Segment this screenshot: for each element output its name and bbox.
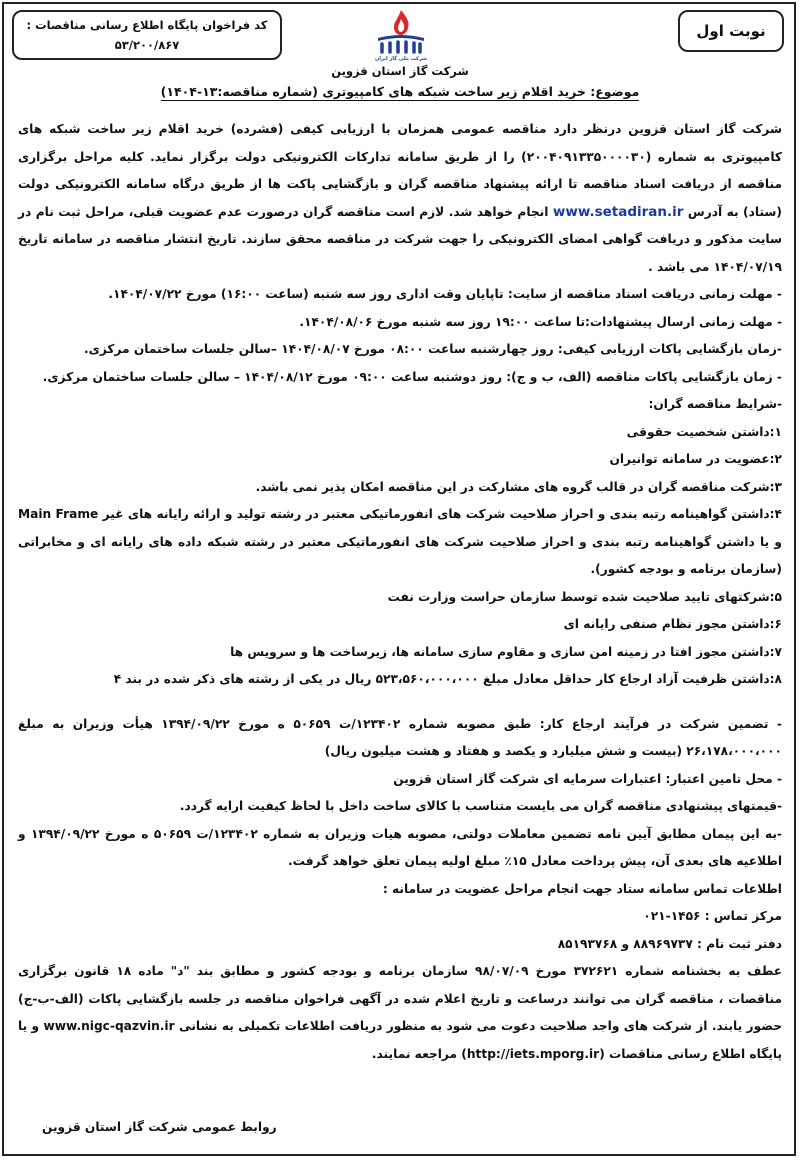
condition-8: ۸:داشتن ظرفیت آزاد ارجاع کار حداقل معادل مبلغ ۵۲۳،۵۶۰،۰۰۰،۰۰۰ ریال در یکی از رشته های ذکر شده در بند ۴ — [113, 672, 782, 686]
condition-6: ۶:داشتن مجوز نظام صنفی رایانه ای — [563, 617, 782, 631]
condition-4-part-b: و یا داشتن گواهینامه — [654, 534, 782, 549]
signature: روابط عمومی شرکت گاز استان قزوین — [42, 1120, 277, 1134]
publication-round-label: نوبت اول — [696, 22, 766, 40]
intro-line-1: شرکت گاز استان قزوین درنظر دارد مناقصه عمومی همزمان با ارزیابی کیفی (فشرده) خرید اقلام زیر ساخت شبکه های کامپیوتری به — [18, 122, 782, 164]
registration-office: دفتر ثبت نام : ۸۸۹۶۹۷۳۷ و ۸۵۱۹۳۷۶۸ — [557, 936, 782, 951]
closing-line-1: عطف به بخشنامه شماره ۳۷۲۶۲۱ مورخ ۹۸/۰۷/۰۹ سازمان برنامه و بودجه کشور و مطابق بند "د" ماده ۱۸ قانون برگزاری مناقصات ، — [18, 964, 783, 1006]
intro-paragraph — [18, 116, 782, 281]
nigc-logo-icon — [372, 8, 430, 62]
contract-paragraph — [18, 821, 782, 876]
intro-line-3: مناقصه تا ارائه پیشنهاد مناقصه گران و بازگشایی پاکت ها از طریق درگاه سامانه الکترونیکی دولت (ستاد) به آدرس — [18, 177, 782, 219]
condition-3: ۳:شرکت مناقصه گران در قالب گروه های مشارکت در این مناقصه امکان پذیر نمی باشد. — [255, 479, 782, 494]
setadiran-link[interactable]: www.setadiran.ir — [552, 203, 684, 220]
intro-line-5: را جهت شرکت در مناقصه محقق سازند. تاریخ انتشار مناقصه در سامانه تاریخ ۱۴۰۴/۰۷/۱۹ می باشد . — [18, 232, 782, 274]
condition-4-part-a: ۴:داشتن گواهینامه رتبه بندی و احراز صلاحیت شرکت های انفورماتیکی معتبر در رشته تولید و ارائه رایانه های غیر — [102, 507, 782, 521]
conditions-heading: -شرایط مناقصه گران: — [648, 397, 782, 411]
tender-code-box — [12, 10, 282, 60]
bid-deadline: - مهلت زمانی ارسال پیشنهادات:تا ساعت ۱۹:۰۰ روز سه شنبه مورخ ۱۴۰۴/۰۸/۰۶. — [299, 314, 782, 329]
closing-line-4-end: مراجعه نمایند. — [371, 1046, 458, 1061]
intro-line-2: شماره (۲۰۰۴۰۹۱۳۳۵۰۰۰۰۳۰) را از طریق سامانه تدارکات الکترونیکی دولت برگزار نماید. کلیه مراحل برگزاری مناقصه از دریافت اسناد — [18, 149, 783, 191]
company-name: شرکت گاز استان قزوین — [331, 64, 469, 78]
closing-line-3: از شرکت های واجد صلاحیت دعوت می شود به منظور دریافت اطلاعات تکمیلی به نشانی — [179, 1019, 708, 1033]
contact-heading: اطلاعات تماس سامانه ستاد جهت انجام مراحل عضویت در سامانه : — [382, 881, 782, 896]
pricing-note: -قیمتهای پیشنهادی مناقصه گران می بایست متناسب با کالای ساخت داخل با لحاظ کیفیت ارایه گردد. — [179, 799, 782, 813]
contract-line-1: -به این پیمان مطابق آیین نامه تضمین معاملات دولتی، مصوبه هیات وزیران به شماره ۱۲۳۴۰۲/ت ۵۰۶۵۹ ه مورخ ۱۳۹۴/۰۹/۲۲ و — [18, 826, 782, 841]
tender-code-value: ۵۳/۲۰۰/۸۶۷ — [114, 38, 180, 52]
guarantee-line-1: - تضمین شرکت در فرآیند ارجاع کار: طبق مصوبه شماره ۱۲۳۴۰۲/ت ۵۰۶۵۹ ه مورخ ۱۳۹۴/۰۹/۲۲ هیأت وزیران به مبلغ ۲۶،۱۷۸،۰۰۰،۰۰۰ (بیست و — [18, 716, 782, 758]
contract-line-2: اطلاعیه های بعدی آن، پیش پرداخت معادل ۱۵٪ مبلغ اولیه پیمان تعلق خواهد گرفت. — [288, 854, 782, 868]
closing-line-2: مناقصه گران می توانند درساعت و تاریخ اعلام شده در آگهی فراخوان مناقصه در جلسه بازگشایی پاکات (الف-ب-ج) حضور یابند. — [18, 991, 782, 1033]
funding-source: - محل تامین اعتبار: اعتبارات سرمایه ای شرکت گاز استان قزوین — [393, 771, 782, 786]
closing-paragraph — [18, 958, 782, 1068]
bid-opening-time: - زمان بازگشایی پاکات مناقصه (الف، ب و ج): روز دوشنبه ساعت ۰۹:۰۰ مورخ ۱۴۰۴/۰۸/۱۲ – سالن جلسات ساختمان مرکزی. — [42, 369, 782, 384]
condition-4-mainframe: Main Frame — [18, 507, 99, 521]
condition-7: ۷:داشتن مجوز افتا در زمینه امن سازی و مقاوم سازی سامانه ها، زیرساخت ها و سرویس ها — [230, 644, 782, 659]
logo-caption: شرکت ملی گاز ایران — [375, 56, 427, 62]
condition-4 — [18, 501, 782, 584]
eval-opening-time: -زمان بازگشایی پاکات ارزیابی کیفی: روز چهارشنبه ساعت ۰۸:۰۰ مورخ ۱۴۰۴/۰۸/۰۷ –سالن جلسات ساختمان مرکزی. — [84, 342, 782, 356]
condition-5: ۵:شرکتهای تایید صلاحیت شده توسط سازمان حراست وزارت نفت — [387, 589, 782, 604]
doc-deadline: - مهلت زمانی دریافت اسناد مناقصه از سایت: تاپایان وقت اداری روز سه شنبه (ساعت ۱۶:۰۰) مورخ ۱۴۰۴/۰۷/۲۲. — [108, 287, 782, 301]
intro-line-4: انجام خواهد شد. لازم است مناقصه گران درصورت عدم عضویت قبلی، مراحل ثبت نام در سایت مذکور و دریافت گواهی امضای الکترونیکی — [18, 204, 782, 246]
nigc-qazvin-link[interactable]: www.nigc-qazvin.ir — [43, 1019, 175, 1033]
closing-line-4: مناقصات — [609, 1046, 663, 1061]
tender-code-label: کد فراخوان پایگاه اطلاع رسانی مناقصات : — [26, 18, 268, 32]
guarantee-paragraph — [18, 711, 782, 766]
condition-4-line-2: رتبه بندی و احراز صلاحیت شرکت های انفورماتیکی معتبر در رشته شبکه داده های رایانه ای و مخابراتی (سازمان برنامه و بودجه کشور). — [18, 534, 782, 576]
publication-round-box — [678, 10, 784, 52]
condition-2: ۲:عضویت در سامانه توانیران — [609, 452, 782, 466]
iets-link[interactable]: (http://iets.mporg.ir) — [461, 1046, 605, 1061]
contact-center: مرکز تماس : ۱۴۵۶-۰۲۱ — [643, 909, 782, 923]
announcement-body — [18, 116, 782, 1068]
subject-line — [120, 84, 680, 99]
subject-text: موضوع: خرید اقلام زیر ساخت شبکه های کامپیوتری (شماره مناقصه:۱۳-۱۴۰۴) — [160, 84, 640, 99]
guarantee-line-2: شش میلیارد و یکصد و هفتاد و هشت میلیون ریال) — [324, 744, 626, 758]
closing-line-3-end: و یا پایگاه اطلاع رسانی — [18, 1019, 782, 1061]
condition-1: ۱:داشتن شخصیت حقوقی — [626, 424, 782, 439]
